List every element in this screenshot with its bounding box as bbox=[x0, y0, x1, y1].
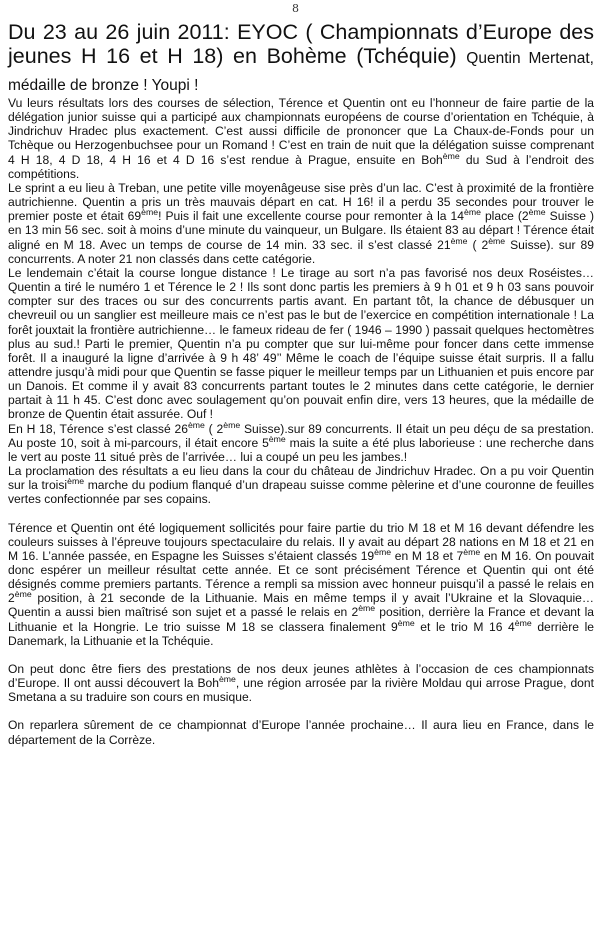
article-subtitle: Quentin Mertenat, médaille de bronze ! Youpi ! bbox=[8, 50, 594, 94]
paragraph-sprint: Le sprint a eu lieu à Treban, une petite ville moyenâgeuse sise près d’un lac. C’est à proximité de la frontière autrichienne. Quentin a pris un très mauvais départ en cat. H 16! il a perdu 35 secondes pour trouver le premier poste et était 69ème! Puis il fait une excellente course pour remonter à la 14ème place (2ème Suisse ) en 13 min 56 sec. soit à moins d’une minute du vainqueur, un Bulgare. Ils étaient 83 au départ ! Térence était aligné en M 18. Avec un temps de course de 14 min. 33 sec. il s’est classé 21ème ( 2ème Suisse). sur 89 concurrents. A noter 21 non classés dans cette catégorie. bbox=[8, 180, 595, 266]
paragraph-next-year: On reparlera sûrement de ce championnat d’Europe l’année prochaine… Il aura lieu en France, dans le département de la Corrèze. bbox=[8, 718, 594, 747]
paragraph-relay: Térence et Quentin ont été logiquement sollicités pour faire partie du trio M 18 et M 16 devant défendre les couleurs suisses à l’épreuve toujours spectaculaire du relais. Il y avait au départ 28 nations en M 18 et 21 en M 16. L’année passée, en Espagne les Suisses s’étaient classés 19ème en M 18 et 7ème en M 16. On pouvait donc espérer un meilleur résultat cette année. Et ce sont précisément Térence et Quentin qui ont été désignés comme premiers partants. Térence a rempli sa mission avec honneur puisqu’il a passé le relais en 2ème position, à 21 seconde de la Lithuanie. Mais en même temps il y avait l’Ukraine et la Slovaquie… Quentin a aussi bien maîtrisé son sujet et a passé le relais en 2ème position, derrière la France et devant la Lithuanie et la Hongrie. Le trio suisse M 18 se classera finalement 9ème et le trio M 16 4ème derrière le Danemark, la Lithuanie et la Tchéquie. bbox=[8, 520, 595, 648]
paragraph-terence-h18: En H 18, Térence s’est classé 26ème ( 2ème Suisse).sur 89 concurrents. Il était un peu déçu de sa prestation. Au poste 10, soit à mi-parcours, il était encore 5ème mais la suite a été plus laborieuse : une recherche dans le vert au poste 11 situé près de l’arrivée… lui a coupé un peu les jambes.! bbox=[8, 419, 594, 464]
article-title-main: Du 23 au 26 juin 2011: EYOC ( Championnats d’Europe des jeunes H 16 et H 18) en Bohème (Tchéquie) bbox=[8, 20, 594, 68]
paragraph-ceremony: La proclamation des résultats a eu lieu dans la cour du château de Jindrichuv Hradec. On a pu voir Quentin sur la troisi$^{ème}$ marche du podium flanqué d’un drapeau suisse comme pèlerine et d’une couronne de feuilles vertes confectionnée par ses copains. bbox=[8, 464, 595, 507]
paragraph-conclusion: On peut donc être fiers des prestations de nos deux jeunes athlètes à l’occasion de ces championnats d’Europe. Il ont aussi découvert la Boh$^{ème}$, une région arrosée par la rivière Moldau qui arrose Prague, dont Smetana a su traduire son cours en musique. bbox=[8, 661, 594, 705]
article-title bbox=[8, 20, 594, 98]
paragraph-intro: Vu leurs résultats lors des courses de sélection, Térence et Quentin ont eu l’honneur de faire partie de la délégation junior suisse qui a participé aux championnats européens de course d’orientation en Tchéquie, à Jindrichuv Hradec plus exactement. C’est aussi difficile de prononcer que La Chaux-de-Fonds pour un Tchèque ou Herzogenbuchsee pour un Romand ! C’est en train de nuit que la délégation suisse comprenant 4 H 18, 4 D 18, 4 H 16 et 4 D 16 s’est rendue à Prague, ensuite en Boh$^{ème}$ du Sud à l’endroit des compétitions. bbox=[8, 96, 594, 181]
paragraph-long-distance: Le lendemain c’était la course longue distance ! Le tirage au sort n’a pas favorisé nos deux Roséistes… Quentin a tiré le numéro 1 et Térence le 2 ! Ils sont donc partis les premiers à 9 h 01 et 9 h 03 sans pouvoir compter sur des traces ou sur des concurrents partis avant. En partant tôt, la chance de débusquer un chevreuil ou un sanglier est meilleure mais ce n’est pas le but de l’exercice en compétition internationale ! La forêt jouxtait la frontière autrichienne… le fameux rideau de fer ( 1946 – 1990 ) passait quelques hectomètres plus au sud.! Parti le premier, Quentin n’a pu compter que sur lui-même pour foncer dans cette immense forêt. Il a inauguré la ligne d’arrivée à 9 h 48’ 49’’ Même le coach de l’équipe suisse était surpris. Il a fallu attendre jusqu’à midi pour que Quentin se fasse piquer le meilleur temps par un Lithuanien et puis encore par un Danois. Et comme il y avait 83 concurrents partant toutes le 2 minutes dans cette catégorie, le dernier partait à 11 h 45. C’est donc avec soulagement qu’on pouvait enfin dire, vers 13 heures, que la médaille de bronze de Quentin était assurée. Ouf ! bbox=[8, 265, 594, 422]
page-number: 8 bbox=[292, 2, 299, 15]
article-body bbox=[8, 96, 594, 747]
